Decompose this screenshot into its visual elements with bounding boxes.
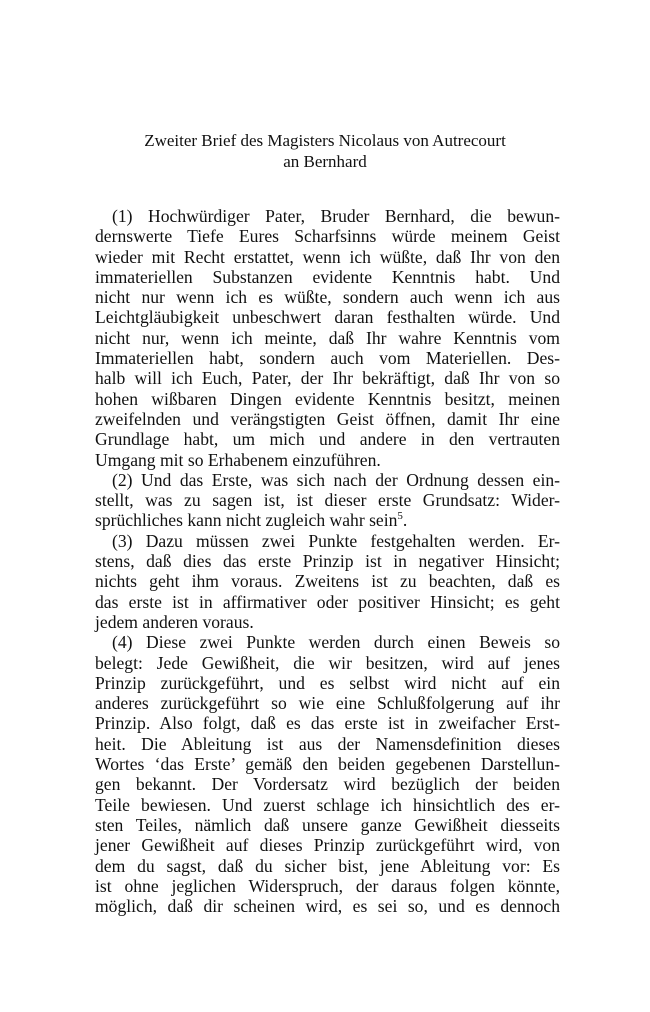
text-line: (4) Diese zwei Punkte werden durch einen Beweis so	[112, 632, 560, 653]
text-line: (1) Hochwürdiger Pater, Bruder Bernhard, die bewun-	[112, 206, 560, 226]
text-line: hohen wißbaren Dingen evidente Kenntnis besitzt, meinen	[95, 388, 560, 409]
text-line: gen bekannt. Der Vordersatz wird bezüglich der beiden	[95, 774, 560, 795]
text-line: dem du sagst, daß du sicher bist, jene Ableitung vor: Es	[95, 855, 560, 876]
text-line: anderes zurückgeführt so wie eine Schlußfolgerung auf ihr	[95, 693, 560, 714]
text-line: stellt, was zu sagen ist, ist dieser erste Grundsatz: Wider-	[95, 490, 560, 511]
text-line: Leichtgläubigkeit unbeschwert daran festhalten würde. Und	[95, 307, 560, 328]
text-line: stens, daß dies das erste Prinzip ist in negativer Hinsicht;	[95, 551, 560, 572]
text-line: jedem anderen voraus.	[95, 611, 254, 632]
text-line: Prinzip. Also folgt, daß es das erste ist in zweifacher Erst-	[95, 713, 560, 734]
footnote-mark: 5	[397, 510, 403, 523]
text-line: Prinzip zurückgeführt, und es selbst wird nicht auf ein	[95, 672, 560, 693]
letter-body	[95, 206, 560, 916]
text-line: zweifelnden und verängstigten Geist öffnen, damit Ihr eine	[95, 408, 560, 429]
text-line: (3) Dazu müssen zwei Punkte festgehalten werden. Er-	[112, 530, 560, 551]
text-line: Teile bewiesen. Und zuerst schlage ich hinsichtlich des er-	[95, 794, 560, 815]
text-line: nicht nur, wenn ich meinte, daß Ihr wahre Kenntnis vom	[95, 327, 560, 348]
text-line: wieder mit Recht erstattet, wenn ich wüßte, daß Ihr von den	[95, 246, 560, 267]
text-line: nichts geht ihm voraus. Zweitens ist zu beachten, daß es	[95, 571, 560, 592]
text-line: sten Teiles, nämlich daß unsere ganze Gewißheit diesseits	[95, 814, 560, 835]
text-line: das erste ist in affirmativer oder positiver Hinsicht; es geht	[95, 591, 560, 612]
text-line-with-footnote	[95, 510, 560, 530]
text-line: heit. Die Ableitung ist aus der Namensdefinition dieses	[95, 733, 560, 754]
line-end-punct: .	[402, 510, 408, 531]
title-line-2: an Bernhard	[283, 152, 367, 171]
text-line: nicht nur wenn ich es wüßte, sondern auch wenn ich aus	[95, 287, 560, 308]
letter-title	[0, 130, 650, 172]
text-line: immateriellen Substanzen evidente Kenntnis habt. Und	[95, 266, 560, 287]
text-line-content: sprüchliches kann nicht zugleich wahr sein	[95, 510, 398, 531]
text-line: Wortes ‘das Erste’ gemäß den beiden gegebenen Darstellun-	[95, 754, 560, 775]
text-line: jener Gewißheit auf dieses Prinzip zurückgeführt wird, von	[95, 835, 560, 856]
text-line: (2) Und das Erste, was sich nach der Ordnung dessen ein-	[112, 469, 560, 490]
text-line: ist ohne jeglichen Widerspruch, der daraus folgen könnte,	[95, 875, 560, 896]
text-line: halb will ich Euch, Pater, der Ihr bekräftigt, daß Ihr von so	[95, 368, 560, 389]
text-line: möglich, daß dir scheinen wird, es sei so, und es dennoch	[95, 896, 560, 917]
text-line: dernswerte Tiefe Eures Scharfsinns würde meinem Geist	[95, 226, 560, 247]
text-line: Umgang mit so Erhabenem einzuführen.	[95, 449, 381, 470]
text-line: Immateriellen habt, sondern auch vom Materiellen. Des-	[95, 348, 560, 369]
title-line-1: Zweiter Brief des Magisters Nicolaus von Autrecourt	[144, 131, 506, 150]
text-line: Grundlage habt, um mich und andere in den vertrauten	[95, 429, 560, 450]
text-line: belegt: Jede Gewißheit, die wir besitzen, wird auf jenes	[95, 652, 560, 673]
